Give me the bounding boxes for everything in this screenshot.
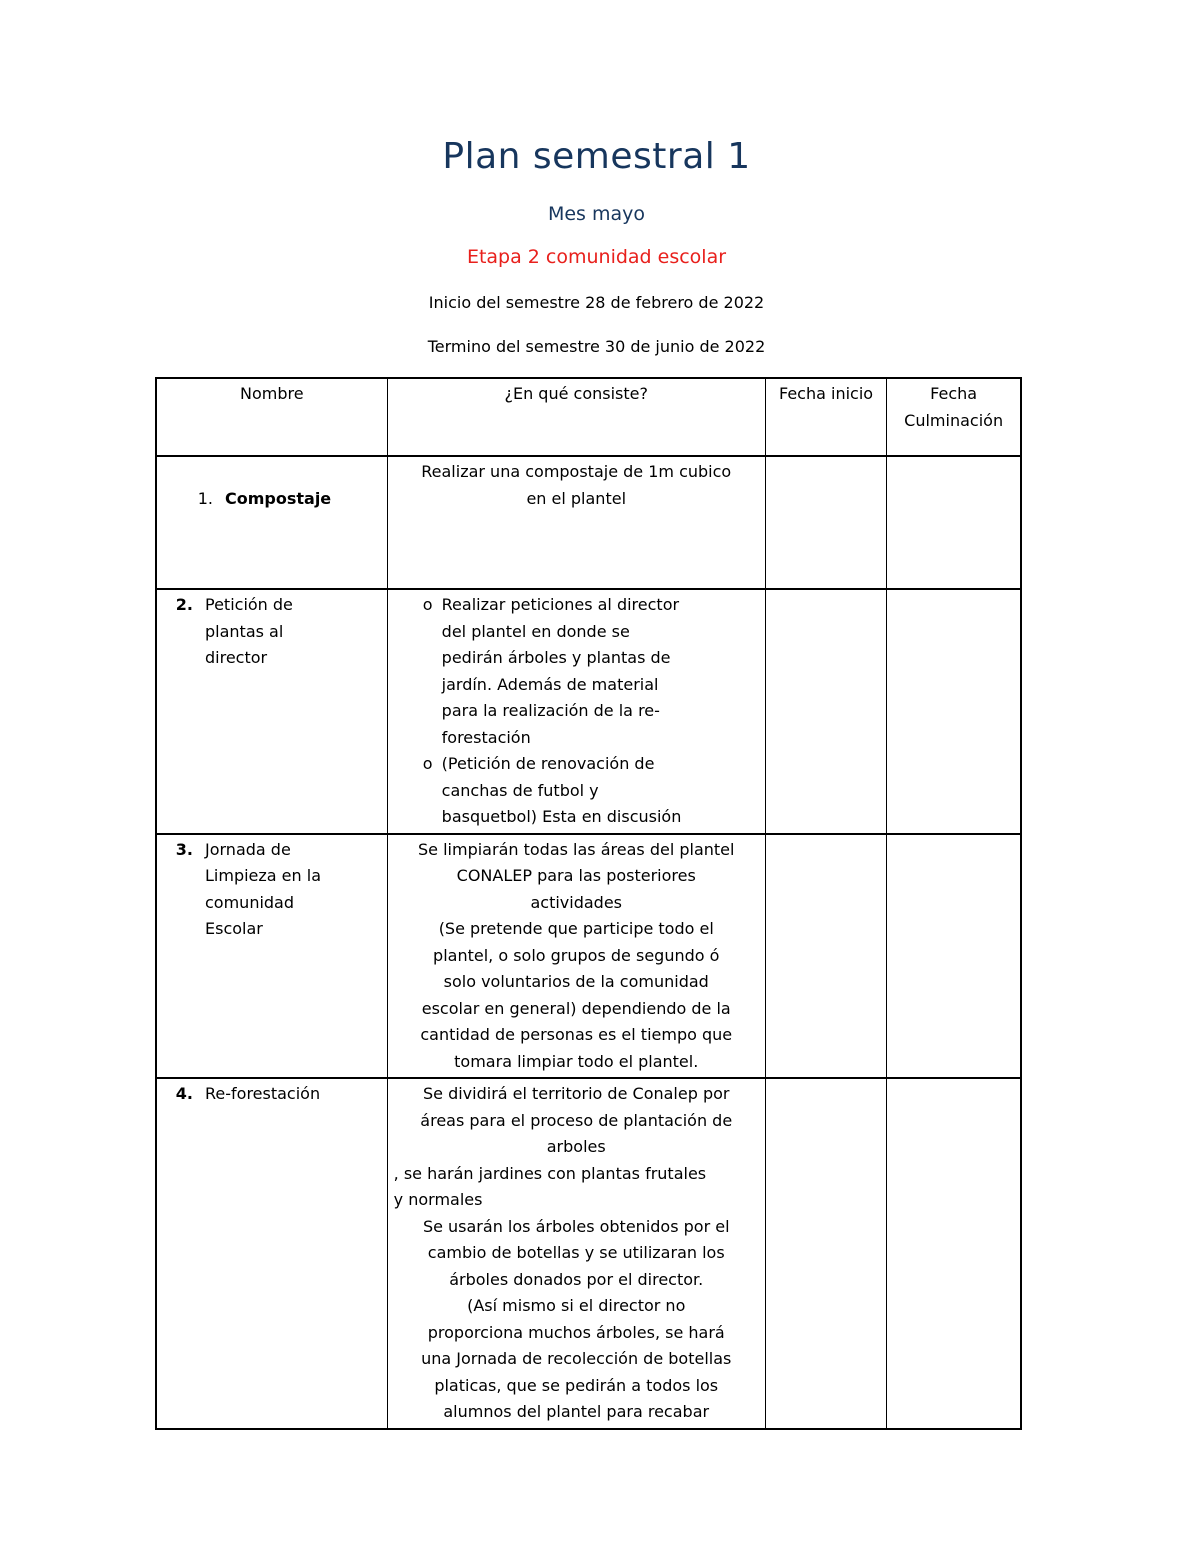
row-desc-cell: Se dividirá el territorio de Conalep por áreas para el proceso de plantación de arboles , se harán jardines con plantas frutales y normales Se usarán los árboles obtenidos por el cambio de botellas y se utilizaran los árboles donados por el director. (Así mismo si el director no proporciona muchos árboles, se hará una Jornada de recolección de botellas platicas, que se pedirán a todos los alumnos del plantel para recabar [387, 1078, 765, 1429]
plan-table [155, 377, 1022, 1430]
row-start-date [765, 834, 886, 1079]
month-subtitle: Mes mayo [547, 203, 646, 225]
row-end-date [887, 1078, 1021, 1429]
row-desc-cell [387, 589, 765, 834]
header-what: ¿En qué consiste? [387, 378, 765, 456]
row-start-date [765, 456, 886, 589]
row-name-cell [156, 589, 387, 834]
row-start-date [765, 1078, 886, 1429]
row-number: 2. [175, 595, 193, 614]
bullet-icon: o [422, 595, 433, 614]
row-name-cell [156, 1078, 387, 1429]
row-number: 1. [197, 489, 213, 508]
table-row [156, 456, 1021, 589]
row-number: 4. [175, 1084, 193, 1103]
header-start-date: Fecha inicio [765, 378, 886, 456]
document-title: Plan semestral 1 [442, 136, 751, 177]
table-row [156, 1078, 1021, 1429]
list-item: o Realizar peticiones al director del plantel en donde se pedirán árboles y plantas de jardín. Además de material para la realización de la re- forestación [394, 592, 759, 751]
table-row [156, 834, 1021, 1079]
row-name: Re-forestación [205, 1084, 321, 1103]
table-row [156, 589, 1021, 834]
list-item: o (Petición de renovación de canchas de futbol y basquetbol) Esta en discusión [394, 751, 759, 831]
row-name: Petición de plantas al director [205, 595, 293, 667]
row-start-date [765, 589, 886, 834]
row-desc-cell: Se limpiarán todas las áreas del plantel CONALEP para las posteriores actividades (Se pretende que participe todo el plantel, o solo grupos de segundo ó solo voluntarios de la comunidad escolar en general) dependiendo de la cantidad de personas es el tiempo que tomara limpiar todo el plantel. [387, 834, 765, 1079]
row-number: 3. [175, 839, 193, 859]
header-end-date: Fecha Culminación [887, 378, 1021, 456]
row-name-cell [156, 834, 387, 1079]
header-name: Nombre [156, 378, 387, 456]
stage-subtitle: Etapa 2 comunidad escolar [466, 246, 727, 268]
row-name: Compostaje [225, 489, 332, 508]
row-name: Jornada de Limpieza en la comunidad Escolar [205, 839, 321, 938]
table-header-row [156, 378, 1021, 456]
row-name-cell [156, 456, 387, 589]
row-desc-cell: Realizar una compostaje de 1m cubico en el plantel [387, 456, 765, 589]
semester-end: Termino del semestre 30 de junio de 2022 [427, 337, 766, 356]
row-end-date [887, 834, 1021, 1079]
row-end-date [887, 589, 1021, 834]
bullet-icon: o [422, 754, 433, 773]
row-end-date [887, 456, 1021, 589]
semester-start: Inicio del semestre 28 de febrero de 2022 [428, 293, 765, 312]
